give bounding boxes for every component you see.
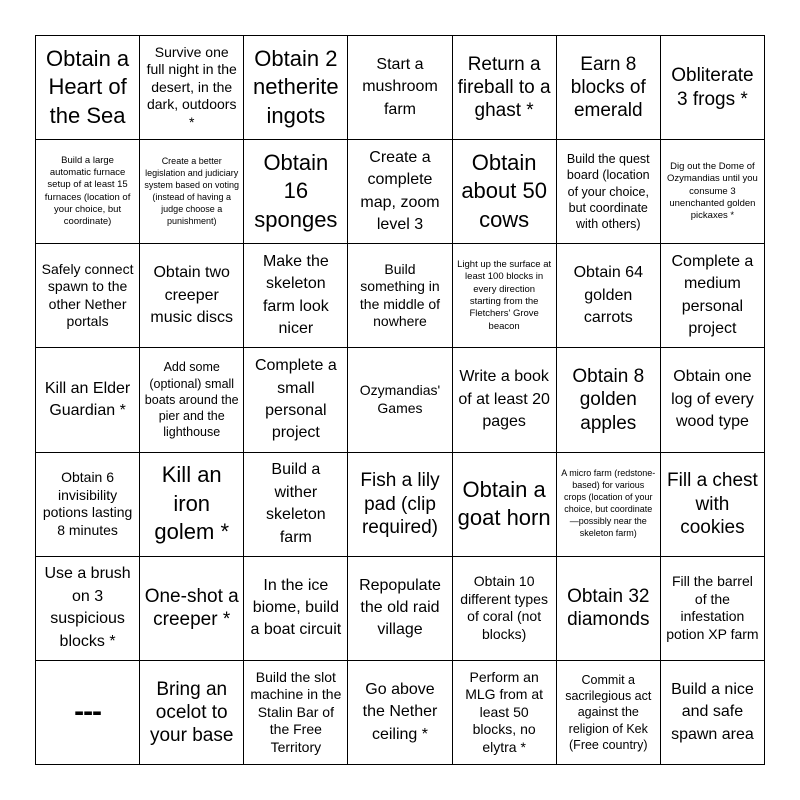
bingo-cell-text: Kill an iron golem *	[154, 462, 229, 545]
bingo-cell[interactable]	[348, 453, 452, 557]
bingo-cell[interactable]	[557, 557, 661, 661]
bingo-cell[interactable]	[140, 557, 244, 661]
bingo-cell-text: Commit a sacrilegious act against the religion of Kek (Free country)	[565, 672, 652, 752]
bingo-cell[interactable]	[348, 36, 452, 140]
bingo-cell-text: Perform an MLG from at least 50 blocks, no elytra *	[465, 668, 544, 755]
bingo-cell[interactable]	[453, 557, 557, 661]
bingo-cell[interactable]	[244, 661, 348, 765]
bingo-cell-text: Obtain 2 netherite ingots	[253, 45, 339, 128]
bingo-cell[interactable]	[36, 453, 140, 557]
bingo-cell-text: Go above the Nether ceiling *	[362, 680, 438, 743]
bingo-cell[interactable]	[36, 140, 140, 244]
bingo-cell-text: Earn 8 blocks of emerald	[570, 53, 646, 122]
bingo-cell[interactable]	[140, 661, 244, 765]
bingo-cell-text: Build the slot machine in the Stalin Bar of the Free Territory	[250, 668, 342, 755]
bingo-cell[interactable]	[557, 140, 661, 244]
bingo-cell-text: In the ice biome, build a boat circuit	[250, 576, 342, 639]
bingo-cell[interactable]	[557, 36, 661, 140]
bingo-cell[interactable]	[661, 348, 765, 452]
bingo-cell-text: Survive one full night in the desert, in the dark, outdoors *	[146, 43, 237, 130]
bingo-cell-text: Obtain one log of every wood type	[671, 368, 754, 431]
bingo-cell-text: ---	[74, 695, 102, 729]
bingo-cell-text: Obtain 6 invisibility potions lasting 8 minutes	[42, 469, 133, 538]
bingo-cell-text: Light up the surface at least 100 blocks in every direction starting from the Fletchers' Grove beacon	[457, 258, 552, 332]
bingo-cell-text: Complete a medium personal project	[671, 253, 754, 338]
bingo-cell[interactable]	[557, 348, 661, 452]
bingo-cell[interactable]	[453, 348, 557, 452]
bingo-cell[interactable]	[244, 244, 348, 348]
bingo-cell-text: Obtain two creeper music discs	[150, 264, 234, 327]
bingo-cell[interactable]	[453, 140, 557, 244]
free-space-cell[interactable]	[36, 661, 140, 765]
bingo-cell[interactable]	[661, 453, 765, 557]
bingo-cell[interactable]	[557, 453, 661, 557]
bingo-cell-text: Build something in the middle of nowhere	[359, 260, 441, 330]
bingo-cell-text: Ozymandias' Games	[359, 382, 441, 416]
bingo-cell-text: Start a mushroom farm	[362, 55, 438, 118]
bingo-cell[interactable]	[348, 140, 452, 244]
bingo-cell[interactable]	[36, 557, 140, 661]
bingo-cell[interactable]	[453, 453, 557, 557]
bingo-cell-text: Obtain a goat horn	[457, 476, 551, 531]
bingo-cell[interactable]	[661, 140, 765, 244]
bingo-cell[interactable]	[557, 661, 661, 765]
bingo-cell-text: Obtain 10 different types of coral (not blocks)	[460, 573, 548, 642]
bingo-cell-text: Build a large automatic furnace setup of at least 15 furnaces (location of your choice, but coordinate)	[44, 154, 131, 228]
bingo-cell-text: Bring an ocelot to your base	[149, 678, 234, 746]
bingo-cell[interactable]	[661, 244, 765, 348]
bingo-cell[interactable]	[453, 36, 557, 140]
bingo-cell[interactable]	[244, 140, 348, 244]
bingo-cell-text: Make the skeleton farm look nicer	[262, 253, 329, 338]
bingo-cell[interactable]	[36, 36, 140, 140]
bingo-cell[interactable]	[348, 661, 452, 765]
bingo-cell-text: Fish a lily pad (clip required)	[360, 470, 440, 538]
bingo-cell-text: Obtain 32 diamonds	[567, 586, 650, 631]
bingo-cell[interactable]	[661, 36, 765, 140]
bingo-cell-text: Build a nice and safe spawn area	[671, 680, 754, 743]
bingo-cell-text: Complete a small personal project	[254, 357, 337, 442]
bingo-cell[interactable]	[661, 557, 765, 661]
bingo-cell-text: Obtain 8 golden apples	[572, 366, 645, 434]
bingo-cell[interactable]	[36, 348, 140, 452]
bingo-cell-text: Obtain 64 golden carrots	[573, 264, 643, 327]
bingo-cell-text: Obtain 16 sponges	[254, 149, 338, 232]
bingo-cell-text: Fill a chest with cookies	[667, 470, 758, 538]
bingo-cell-text: Return a fireball to a ghast *	[457, 53, 551, 122]
bingo-cell-text: Obliterate 3 frogs *	[671, 65, 754, 110]
bingo-cell-text: Kill an Elder Guardian *	[44, 379, 131, 419]
bingo-cell[interactable]	[140, 140, 244, 244]
bingo-cell[interactable]	[557, 244, 661, 348]
bingo-cell[interactable]	[244, 36, 348, 140]
bingo-cell[interactable]	[140, 244, 244, 348]
bingo-cell-text: Add some (optional) small boats around the pier and the lighthouse	[144, 360, 239, 440]
bingo-cell[interactable]	[453, 244, 557, 348]
bingo-cell-text: Obtain a Heart of the Sea	[45, 45, 130, 128]
bingo-cell-text: Safely connect spawn to the other Nether portals	[41, 260, 134, 330]
bingo-cell[interactable]	[140, 348, 244, 452]
bingo-cell[interactable]	[244, 557, 348, 661]
bingo-cell[interactable]	[453, 661, 557, 765]
bingo-cell[interactable]	[348, 348, 452, 452]
bingo-cell[interactable]	[244, 453, 348, 557]
bingo-board	[35, 35, 765, 765]
bingo-cell-text: Build the quest board (location of your choice, but coordinate with others)	[566, 152, 650, 232]
bingo-cell[interactable]	[140, 36, 244, 140]
bingo-cell[interactable]	[348, 557, 452, 661]
bingo-cell-text: Write a book of at least 20 pages	[458, 368, 550, 431]
bingo-cell[interactable]	[348, 244, 452, 348]
bingo-cell-text: Create a better legislation and judiciary system based on voting (instead of having a judge choose a punishment)	[144, 155, 239, 226]
bingo-cell-text: One-shot a creeper *	[144, 586, 239, 631]
bingo-cell-text: Dig out the Dome of Ozymandias until you consume 3 unenchanted golden pickaxes *	[667, 160, 758, 222]
bingo-cell-text: Fill the barrel of the infestation potion XP farm	[666, 573, 759, 642]
bingo-cell[interactable]	[36, 244, 140, 348]
bingo-cell-text: Build a wither skeleton farm	[266, 461, 326, 546]
bingo-cell-text: Use a brush on 3 suspicious blocks *	[44, 565, 131, 650]
bingo-cell[interactable]	[140, 453, 244, 557]
bingo-cell-text: A micro farm (redstone-based) for various crops (location of your choice, but coordinate—possibly near the skeleton farm)	[561, 468, 656, 539]
bingo-cell[interactable]	[661, 661, 765, 765]
bingo-cell-text: Obtain about 50 cows	[461, 149, 547, 232]
bingo-cell-text: Repopulate the old raid village	[359, 576, 441, 639]
bingo-cell-text: Create a complete map, zoom level 3	[360, 148, 440, 234]
bingo-cell[interactable]	[244, 348, 348, 452]
